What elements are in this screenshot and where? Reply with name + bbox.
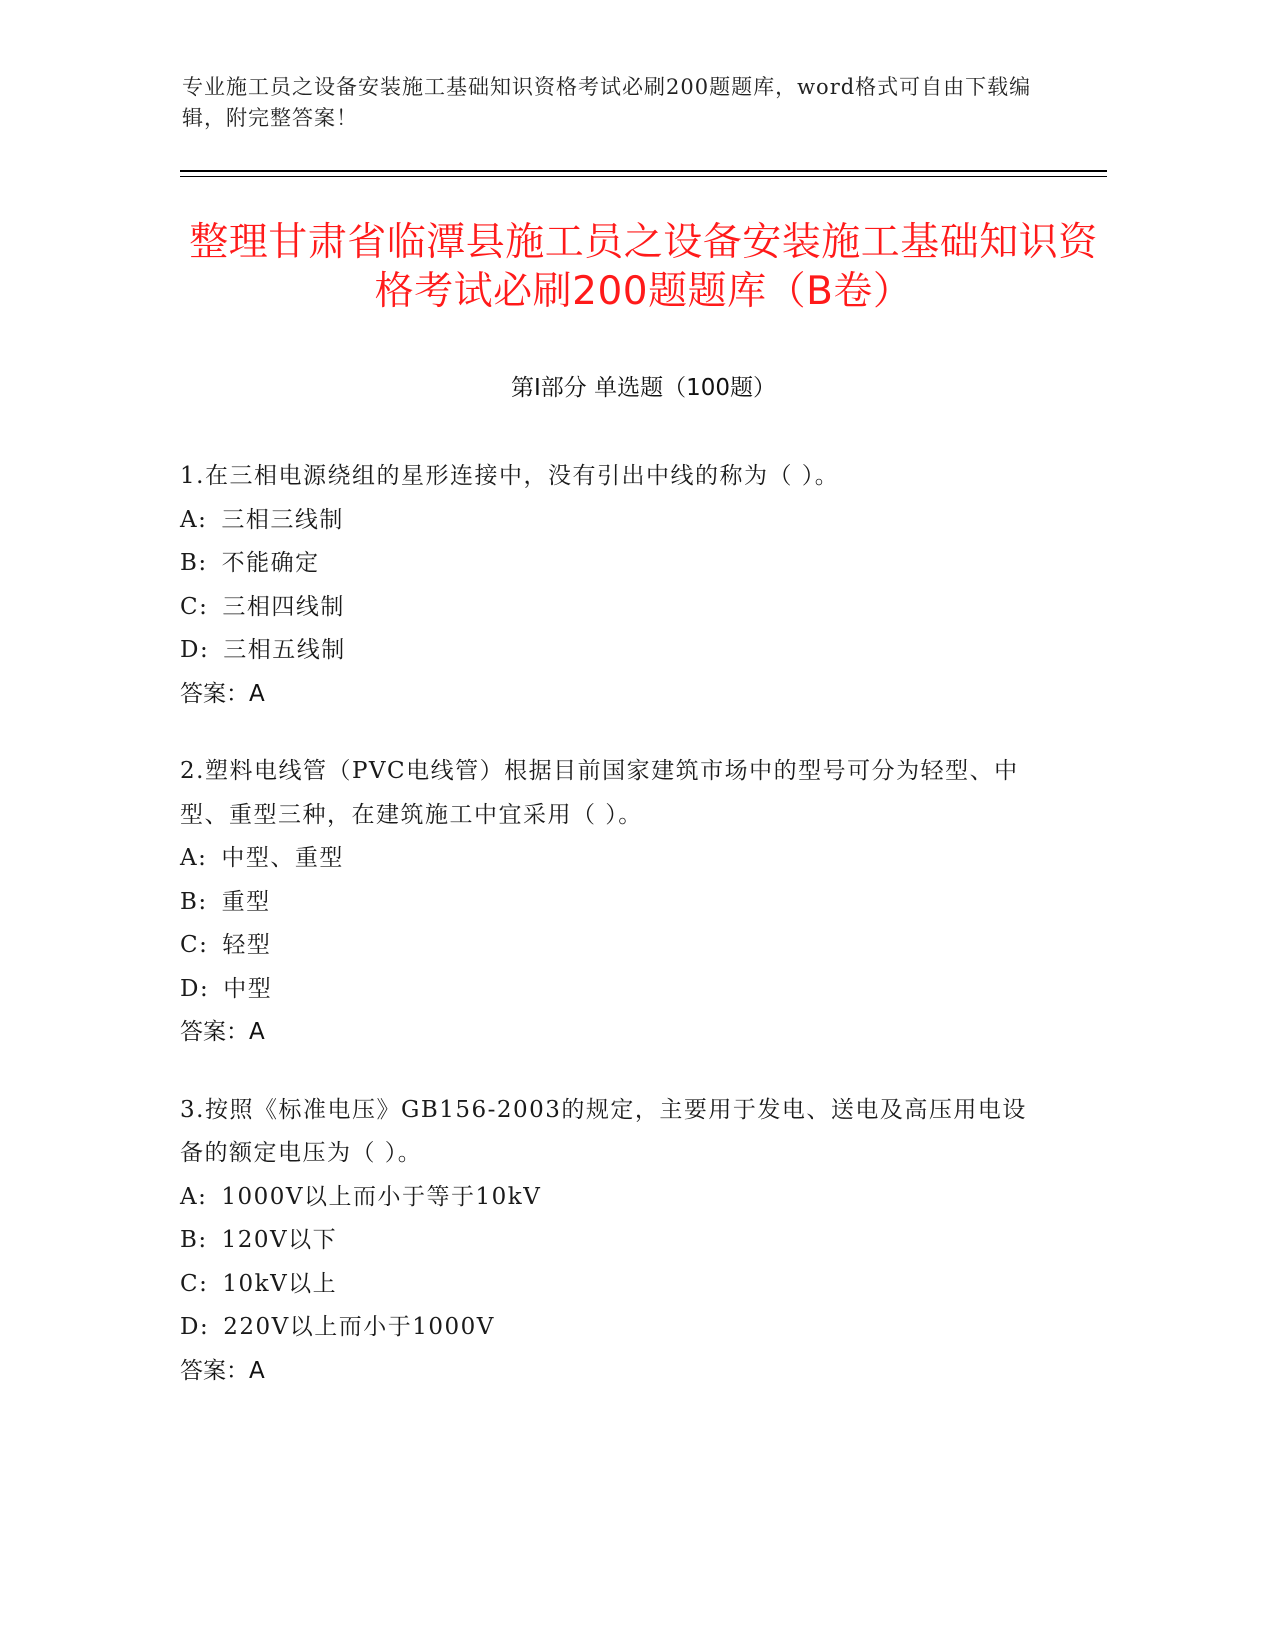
document-title: 整理甘肃省临潭县施工员之设备安装施工基础知识资格考试必刷200题题库（B卷）	[189, 220, 1098, 314]
question-list	[180, 455, 1040, 1427]
option-d: D: 220V以上而小于1000V	[180, 1314, 495, 1340]
answer-line	[180, 1350, 1040, 1394]
answer-value: A	[249, 1019, 265, 1045]
option-b: B: 不能确定	[180, 550, 320, 576]
option-letter: B	[180, 1227, 199, 1253]
option-text: 三相三线制	[221, 506, 344, 533]
question-item	[180, 750, 1040, 1055]
option-b: B: 重型	[180, 888, 271, 915]
section-title: 第Ⅰ部分 单选题（100题）	[511, 375, 776, 401]
option-a: A: 三相三线制	[180, 506, 344, 533]
answer-label: 答案：	[180, 1019, 249, 1045]
option-letter: A	[180, 506, 199, 533]
option-letter: C	[180, 593, 200, 620]
option-a: A: 中型、重型	[180, 845, 344, 871]
option-c: C: 10kV以上	[180, 1270, 338, 1297]
question-item	[180, 455, 1040, 716]
answer-line	[180, 673, 1040, 717]
option-a: A: 1000V以上而小于等于10kV	[180, 1183, 542, 1210]
option-text: 三相四线制	[222, 593, 345, 620]
option-c: C: 轻型	[180, 932, 272, 958]
header-note: 专业施工员之设备安装施工基础知识资格考试必刷200题题库，word格式可自由下载编辑，附完整答案！	[182, 75, 1032, 130]
answer-label: 答案：	[180, 680, 249, 707]
answer-value: A	[249, 680, 265, 707]
option-letter: A	[180, 845, 199, 871]
answer-label: 答案：	[180, 1357, 249, 1384]
option-d: D: 三相五线制	[180, 637, 346, 663]
question-item	[180, 1089, 1040, 1394]
option-letter: D	[180, 1314, 200, 1340]
option-c: C: 三相四线制	[180, 593, 345, 620]
answer-line	[180, 1011, 1040, 1055]
option-letter: D	[180, 975, 200, 1002]
option-letter: D	[180, 637, 200, 663]
option-text: 轻型	[222, 932, 272, 958]
option-b: B: 120V以下	[180, 1227, 338, 1253]
option-letter: C	[180, 932, 200, 958]
question-text: 1.在三相电源绕组的星形连接中，没有引出中线的称为（ ）。	[180, 463, 840, 489]
option-text: 220V以上而小于1000V	[223, 1314, 495, 1340]
header-divider-thin	[180, 176, 1107, 177]
option-text: 1000V以上而小于等于10kV	[221, 1183, 542, 1210]
option-text: 三相五线制	[223, 637, 346, 663]
question-text: 2.塑料电线管（PVC电线管）根据目前国家建筑市场中的型号可分为轻型、中型、重型三种，在建筑施工中宜采用（ ）。	[180, 758, 1019, 828]
option-text: 120V以下	[221, 1227, 338, 1253]
option-d: D: 中型	[180, 975, 273, 1002]
option-letter: A	[180, 1183, 199, 1210]
option-text: 中型、重型	[221, 845, 344, 871]
option-letter: B	[180, 550, 199, 576]
question-text: 3.按照《标准电压》GB156-2003的规定，主要用于发电、送电及高压用电设备的额定电压为（ ）。	[180, 1096, 1027, 1166]
option-text: 10kV以上	[222, 1270, 338, 1297]
answer-value: A	[249, 1357, 265, 1384]
option-text: 中型	[223, 975, 273, 1002]
option-letter: B	[180, 888, 199, 915]
header-divider-thick	[180, 170, 1107, 172]
option-text: 不能确定	[221, 550, 320, 576]
option-letter: C	[180, 1270, 200, 1297]
option-text: 重型	[221, 888, 271, 915]
